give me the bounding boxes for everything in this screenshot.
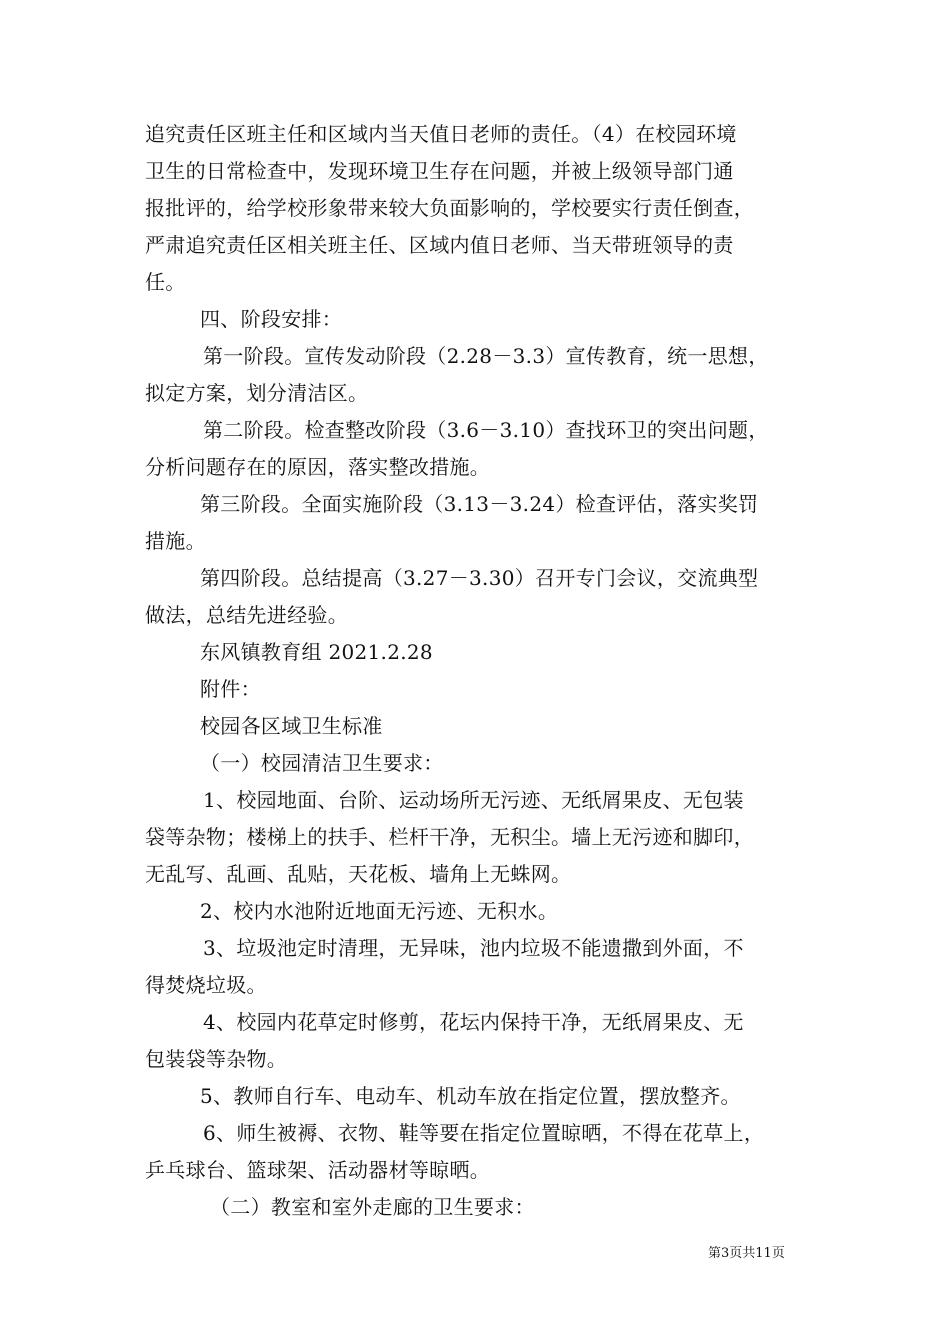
- body-line: 第二阶段。检查整改阶段（3.6－3.10）查找环卫的突出问题，: [203, 418, 769, 442]
- body-line: 2、校内水池附近地面无污迹、无积水。: [200, 899, 559, 923]
- body-line: 得焚烧垃圾。: [145, 973, 267, 997]
- body-line: 袋等杂物；楼梯上的扶手、栏杆干净，无积尘。墙上无污迹和脚印，: [145, 825, 754, 849]
- body-line: 分析问题存在的原因，落实整改措施。: [145, 455, 491, 479]
- body-line: 第四阶段。总结提高（3.27－3.30）召开专门会议，交流典型: [200, 566, 759, 590]
- body-line: 严肃追究责任区相关班主任、区域内值日老师、当天带班领导的责: [145, 233, 734, 257]
- body-line: 无乱写、乱画、乱贴，天花板、墙角上无蛛网。: [145, 862, 572, 886]
- body-line: 包装袋等杂物。: [145, 1047, 288, 1071]
- body-line: 拟定方案，划分清洁区。: [145, 381, 369, 405]
- body-line: 乒乓球台、篮球架、活动器材等晾晒。: [145, 1158, 491, 1182]
- body-line: 措施。: [145, 529, 206, 553]
- body-line: 第三阶段。全面实施阶段（3.13－3.24）检查评估，落实奖罚: [200, 492, 759, 516]
- body-line: 追究责任区班主任和区域内当天值日老师的责任。（4）在校园环境: [145, 122, 737, 146]
- body-line: 4、校园内花草定时修剪，花坛内保持干净，无纸屑果皮、无: [203, 1010, 744, 1034]
- signature-line: 东风镇教育组 2021.2.28: [200, 640, 433, 664]
- attachment-title: 校园各区域卫生标准: [200, 714, 383, 738]
- body-line: 第一阶段。宣传发动阶段（2.28－3.3）宣传教育，统一思想，: [203, 344, 769, 368]
- body-line: 6、师生被褥、衣物、鞋等要在指定位置晾晒，不得在花草上，: [203, 1121, 765, 1145]
- body-line: 3、垃圾池定时清理，无异味，池内垃圾不能遗撒到外面，不: [203, 936, 744, 960]
- attachment-label: 附件：: [200, 677, 261, 701]
- body-line: 报批评的，给学校形象带来较大负面影响的，学校要实行责任倒查，: [145, 196, 754, 220]
- body-line: 卫生的日常检查中，发现环境卫生存在问题，并被上级领导部门通: [145, 159, 734, 183]
- subsection-heading: （一）校园清洁卫生要求：: [200, 751, 444, 775]
- body-line: 做法，总结先进经验。: [145, 603, 348, 627]
- body-line: 5、教师自行车、电动车、机动车放在指定位置，摆放整齐。: [200, 1084, 741, 1108]
- body-line: 1、校园地面、台阶、运动场所无污迹、无纸屑果皮、无包装: [203, 788, 744, 812]
- body-line: 任。: [145, 270, 186, 294]
- subsection-heading: （二）教室和室外走廊的卫生要求：: [210, 1195, 535, 1219]
- section-heading: 四、阶段安排：: [200, 307, 343, 331]
- page-number: 第3页共11页: [708, 1246, 785, 1261]
